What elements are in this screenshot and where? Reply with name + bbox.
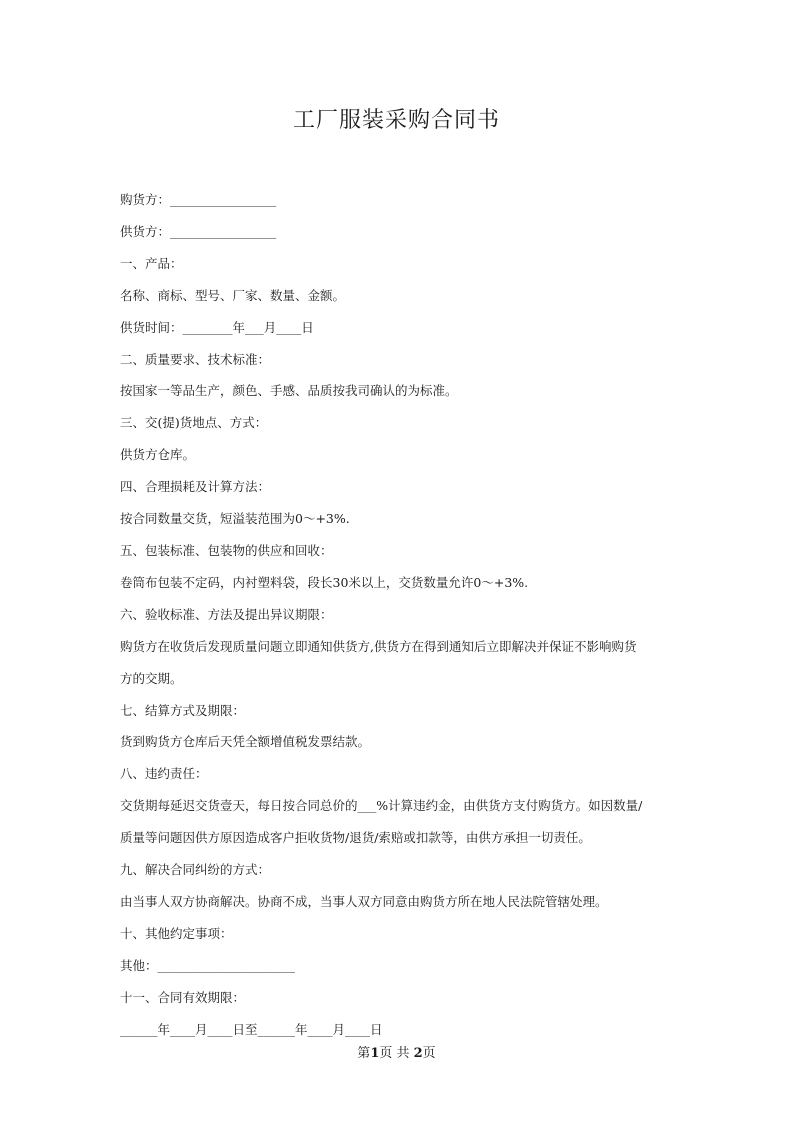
section-text: 其他：______________________ [120, 957, 296, 973]
section-heading-8: 八、违约责任： [120, 766, 208, 782]
section-text: 方的交期。 [120, 670, 183, 686]
page-current: 1 [370, 1046, 380, 1061]
section-text: 按合同数量交货，短溢装范围为0～+3%. [120, 511, 350, 527]
section-heading-9: 九、解决合同纠纷的方式： [120, 862, 271, 878]
document-body [120, 184, 680, 1045]
supplier-line: 供货方：_________________ [120, 223, 277, 239]
page-suffix: 页 [422, 1046, 436, 1061]
page-total: 2 [413, 1046, 423, 1061]
section-text: 货到购货方仓库后天凭全额增值税发票结款。 [120, 734, 371, 750]
section-heading-5: 五、包装标准、包装物的供应和回收： [120, 542, 333, 558]
section-text: ______年____月____日至______年____月____日 [120, 1021, 383, 1037]
section-heading-1: 一、产品： [120, 255, 183, 271]
section-text: 交货期每延迟交货壹天，每日按合同总价的___%计算违约金，由供货方支付购货方。如因数量/ [120, 798, 643, 814]
section-text: 供货方仓库。 [120, 447, 196, 463]
section-text: 购货方在收货后发现质量问题立即通知供货方,供货方在得到通知后立即解决并保证不影响购货 [120, 638, 637, 654]
page-mid: 页 共 [379, 1046, 414, 1061]
section-heading-4: 四、合理损耗及计算方法： [120, 479, 271, 495]
section-heading-11: 十一、合同有效期限： [120, 989, 246, 1005]
section-text: 供货时间：________年___月____日 [120, 319, 314, 335]
buyer-line: 购货方：_________________ [120, 192, 277, 207]
section-heading-7: 七、结算方式及期限： [120, 702, 246, 718]
section-text: 按国家一等品生产，颜色、手感、品质按我司确认的为标准。 [120, 383, 458, 399]
page-footer [0, 1042, 793, 1061]
section-text: 名称、商标、型号、厂家、数量、金额。 [120, 287, 346, 303]
section-text: 由当事人双方协商解决。协商不成，当事人双方同意由购货方所在地人民法院管辖处理。 [120, 893, 608, 909]
section-heading-6: 六、验收标准、方法及提出异议期限： [120, 606, 333, 622]
section-text: 卷筒布包装不定码，内衬塑料袋，段长30米以上，交货数量允许0～+3%. [120, 574, 529, 590]
section-heading-2: 二、质量要求、技术标准： [120, 351, 271, 367]
document-title: 工厂服装采购合同书 [292, 108, 500, 133]
page-prefix: 第 [357, 1046, 371, 1061]
section-text: 质量等问题因供方原因造成客户拒收货物/退货/索赔或扣款等，由供方承担一切责任。 [120, 830, 591, 846]
section-heading-3: 三、交(提)货地点、方式： [120, 415, 268, 431]
section-heading-10: 十、其他约定事项： [120, 925, 233, 941]
